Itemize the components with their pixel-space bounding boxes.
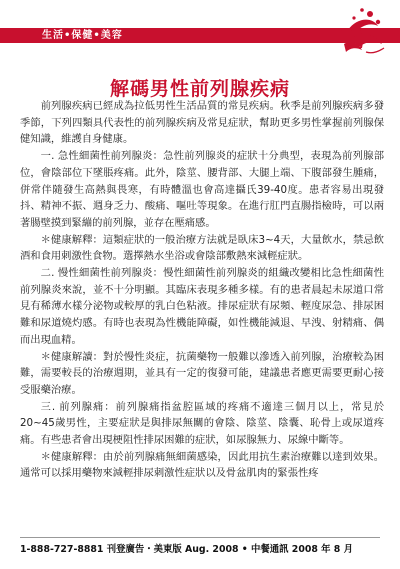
section-3-paragraph: 三. 前列腺痛：前列腺痛指盆腔區域的疼痛不適達三個月以上，常見於20~45歲男性，主要症狀是與排尿無關的會陰、陰莖、陰囊、恥骨上或尿道疼痛。有些患者會出現梗阻性排尿困難的症狀，如尿腺無力、尿線中斷等。 (20, 400, 384, 447)
section-2-paragraph: 二. 慢性細菌性前列腺炎：慢性細菌性前列腺炎的組織改變相比急性細菌性前列腺炎來說，並不十分明顯。其臨床表現多種多樣。有的患者晨起未尿道口常見有稀薄水樣分泌物或較厚的乳白色粘液。排尿症狀有尿頻、輕度尿急、排尿困難和尿道燒灼感。有時也表現為性機能障礙，如性機能減退、早洩、射精痛、偶而出現血精。 (20, 267, 384, 346)
article-title: 解碼男性前列腺疾病 (109, 78, 290, 100)
footer-publication-info: 1-888-727-8881 刊登廣告・美東版 Aug. 2008 • 中餐通訊 2008 年 8 月 (20, 544, 353, 555)
section-1-note: ＊健康解釋：這類症狀的一般治療方法就是臥床3~4天，大量飲水，禁忌飲酒和食用刺激性食物。選擇熱水坐浴或會陰部敷熱來減輕症狀。 (20, 233, 384, 263)
section-2-note: ＊健康解讀：對於慢性炎症，抗菌藥物一般難以滲透入前列腺，治療較為困難，需要較長的治療週期，並具有一定的復發可能，建議患者應更需要更耐心接受服藥治療。 (20, 350, 384, 396)
section-1-paragraph: 一. 急性細菌性前列腺炎：急性前列腺炎的症狀十分典型，表現為前列腺部位，會陰部位下墜脹疼痛。此外，陰莖、腰背部、大腿上端、下腹部發生腫痛，併常伴隨發生高熱與畏寒，有時體溫也會高達攝氏39-40度。患者容易出現發抖、精神不振、週身乏力、酸痛、嘔吐等現象。在進行肛門直腸指檢時，可以兩著腸壁摸到緊繃的前列腺，並存在壓痛感。 (20, 150, 384, 229)
section-3-note: ＊健康解釋：由於前列腺痛無細菌感染，因此用抗生素治療難以達到效果。通常可以採用藥物來減輕排尿刺激性症狀以及骨盆肌肉的緊張性疼 (20, 450, 384, 480)
footer-divider (20, 537, 380, 538)
floral-ornament-icon (318, 4, 388, 60)
section-label: 生活•保健•美容 (42, 30, 123, 41)
intro-paragraph: 前列腺疾病已經成為拉低男性生活品質的常見疾病。秋季是前列腺疾病多發季節，下列四類具代表性的前列腺疾病及常見症狀，幫助更多男性掌握前列腺保健知識，維護自身健康。 (20, 100, 384, 146)
article-body (20, 98, 384, 482)
